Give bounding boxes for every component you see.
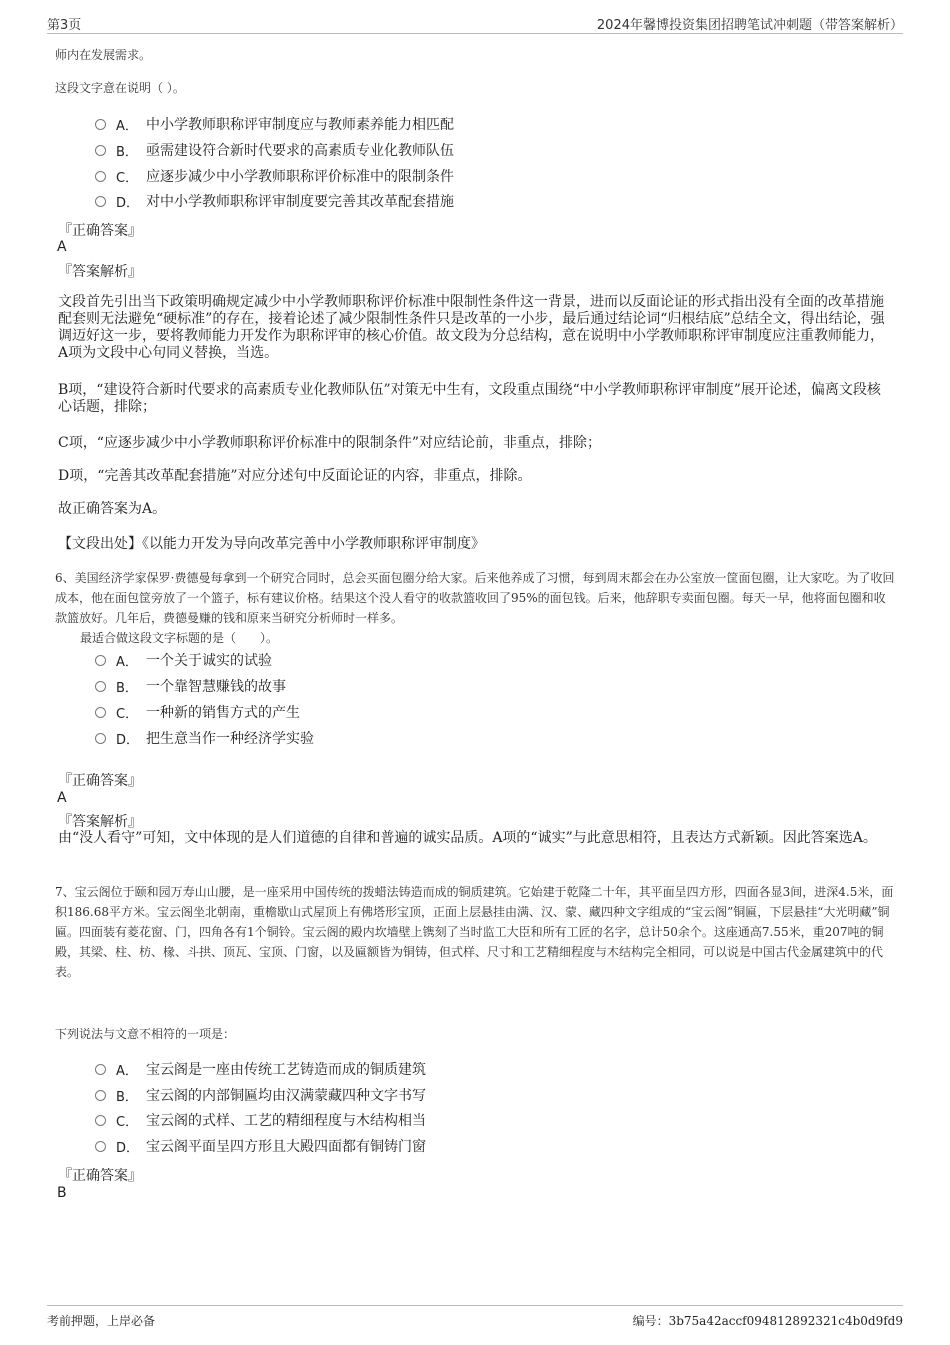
q6-answer-label: 『正确答案』	[58, 773, 142, 789]
option-text: 一个靠智慧赚钱的故事	[146, 679, 286, 695]
option-letter: A．	[116, 1063, 138, 1079]
option-letter: B．	[116, 144, 138, 160]
option-text: 应逐步减少中小学教师职称评价标准中的限制条件	[146, 169, 454, 185]
option-text: 宝云阁平面呈四方形且大殿四面都有铜铸门窗	[146, 1139, 426, 1155]
q6-option-c[interactable]	[95, 701, 300, 723]
option-letter: C．	[116, 706, 139, 722]
radio-icon[interactable]	[95, 707, 106, 718]
q5-analysis-paragraph-5: 故正确答案为A。	[58, 501, 167, 517]
footer-rule	[47, 1305, 903, 1306]
option-letter: A．	[116, 654, 138, 670]
option-text: 一个关于诚实的试验	[146, 653, 272, 669]
q7-option-a[interactable]	[95, 1058, 426, 1080]
radio-icon[interactable]	[95, 1141, 106, 1152]
q6-answer: A	[57, 790, 67, 806]
option-letter: C．	[116, 170, 139, 186]
q7-stem: 7、宝云阁位于颐和园万寿山山腰，是一座采用中国传统的拨蜡法铸造而成的铜质建筑。它始建于乾隆二十年，其平面呈四方形，四面各显3间，进深4.5米，面积186.68平方米。宝云阁坐北朝南，重檐歇山式屋顶上有佛塔形宝顶，正面上层悬挂由满、汉、蒙、藏四种文字组成的“宝云阁”铜匾，下层悬挂“大光明藏”铜匾。四面装有菱花窗、门，四角各有1个铜铃。宝云阁的殿内坎墙壁上镌刻了当时监工大臣和所有工匠的名字，总计50余个。这座通高7.55米，重207吨的铜殿，其梁、柱、枋、椽、斗拱、顶瓦、宝顶、门窗，以及匾额皆为铜铸，但式样、尺寸和工艺精细程度与木结构完全相同，可以说是中国古代金属建筑中的代表。	[55, 885, 894, 979]
q5-continuation: 师内在发展需求。	[55, 48, 152, 62]
document-title: 2024年馨博投资集团招聘笔试冲刺题（带答案解析）	[596, 18, 903, 33]
option-text: 一种新的销售方式的产生	[146, 705, 300, 721]
radio-icon[interactable]	[95, 1115, 106, 1126]
option-letter: C．	[116, 1114, 139, 1130]
q5-analysis-label: 『答案解析』	[58, 264, 142, 280]
option-letter: B．	[116, 680, 138, 696]
option-letter: B．	[116, 1089, 138, 1105]
q6-option-b[interactable]	[95, 675, 286, 697]
q5-answer: A	[57, 239, 67, 255]
q6-question: 最适合做这段文字标题的是（ ）。	[80, 631, 279, 645]
radio-icon[interactable]	[95, 171, 106, 182]
q5-analysis-paragraph-4: D项，“完善其改革配套措施”对应分述句中反面论证的内容，非重点，排除。	[58, 468, 532, 484]
radio-icon[interactable]	[95, 145, 106, 156]
q5-analysis-paragraph-1: 文段首先引出当下政策明确规定减少中小学教师职称评价标准中限制性条件这一背景，进而以反面论证的形式指出没有全面的改革措施配套则无法避免“硬标准”的存在，接着论述了减少限制性条件只是改革的一小步，最后通过结论词“归根结底”总结全文，得出结论，强调迈好这一步，要将教师能力开发作为职称评审的核心价值。故文段为分总结构，意在说明中小学教师职称评审制度应注重教师能力，A项为文段中心句同义替换，当选。	[58, 294, 885, 361]
q5-source: 【文段出处】《以能力开发为导向改革完善中小学教师职称评审制度》	[58, 536, 485, 552]
q7-answer-label: 『正确答案』	[58, 1168, 142, 1184]
radio-icon[interactable]	[95, 681, 106, 692]
option-letter: D．	[116, 1140, 140, 1156]
option-text: 宝云阁的内部铜匾均由汉满蒙藏四种文字书写	[146, 1088, 426, 1104]
q6-option-d[interactable]	[95, 727, 314, 749]
q7-option-d[interactable]	[95, 1135, 426, 1157]
footer-serial: 编号：3b75a42accf094812892321c4b0d9fd9	[632, 1314, 903, 1328]
option-text: 把生意当作一种经济学实验	[146, 731, 314, 747]
option-text: 宝云阁是一座由传统工艺铸造而成的铜质建筑	[146, 1062, 426, 1078]
option-letter: A．	[116, 118, 138, 134]
option-text: 中小学教师职称评审制度应与教师素养能力相匹配	[146, 117, 454, 133]
option-letter: D．	[116, 195, 140, 211]
header-rule	[47, 33, 903, 34]
q5-analysis-paragraph-2: B项，“建设符合新时代要求的高素质专业化教师队伍”对策无中生有，文段重点围绕“中小学教师职称评审制度”展开论述，偏离文段核心话题，排除；	[58, 382, 881, 415]
radio-icon[interactable]	[95, 655, 106, 666]
q6-stem: 6、美国经济学家保罗·费德曼每拿到一个研究合同时，总会买面包圈分给大家。后来他养成了习惯，每到周末都会在办公室放一筐面包圈，让大家吃。为了收回成本，他在面包筐旁放了一个篮子，标有建议价格。结果这个没人看守的收款篮收回了95%的面包钱。后来，他辞职专卖面包圈。每天一早，他将面包圈和收款篮放好。几年后，费德曼赚的钱和原来当研究分析师时一样多。	[55, 571, 895, 625]
radio-icon[interactable]	[95, 1090, 106, 1101]
q6-analysis-label: 『答案解析』	[58, 814, 142, 830]
page-number: 第3页	[47, 18, 82, 33]
option-letter: D．	[116, 732, 140, 748]
q7-option-c[interactable]	[95, 1109, 426, 1131]
q6-analysis: 由“没人看守”可知，文中体现的是人们道德的自律和普遍的诚实品质。A项的“诚实”与此意思相符，且表达方式新颖。因此答案选A。	[58, 830, 877, 846]
option-text: 宝云阁的式样、工艺的精细程度与木结构相当	[146, 1113, 426, 1129]
radio-icon[interactable]	[95, 733, 106, 744]
q5-analysis-paragraph-3: C项，“应逐步减少中小学教师职称评价标准中的限制条件”对应结论前，非重点，排除；	[58, 435, 602, 451]
option-text: 对中小学教师职称评审制度要完善其改革配套措施	[146, 194, 454, 210]
q7-answer: B	[57, 1185, 67, 1201]
q5-option-d[interactable]	[95, 190, 454, 212]
radio-icon[interactable]	[95, 1064, 106, 1075]
radio-icon[interactable]	[95, 196, 106, 207]
option-text: 亟需建设符合新时代要求的高素质专业化教师队伍	[146, 143, 454, 159]
q5-question: 这段文字意在说明（ ）。	[55, 81, 185, 95]
q5-option-b[interactable]	[95, 139, 454, 161]
q5-option-c[interactable]	[95, 165, 454, 187]
q7-question: 下列说法与文意不相符的一项是：	[55, 1027, 236, 1041]
radio-icon[interactable]	[95, 119, 106, 130]
q7-option-b[interactable]	[95, 1084, 426, 1106]
q5-answer-label: 『正确答案』	[58, 223, 142, 239]
q5-option-a[interactable]	[95, 113, 454, 135]
footer-slogan: 考前押题，上岸必备	[47, 1314, 156, 1328]
q6-option-a[interactable]	[95, 649, 272, 671]
